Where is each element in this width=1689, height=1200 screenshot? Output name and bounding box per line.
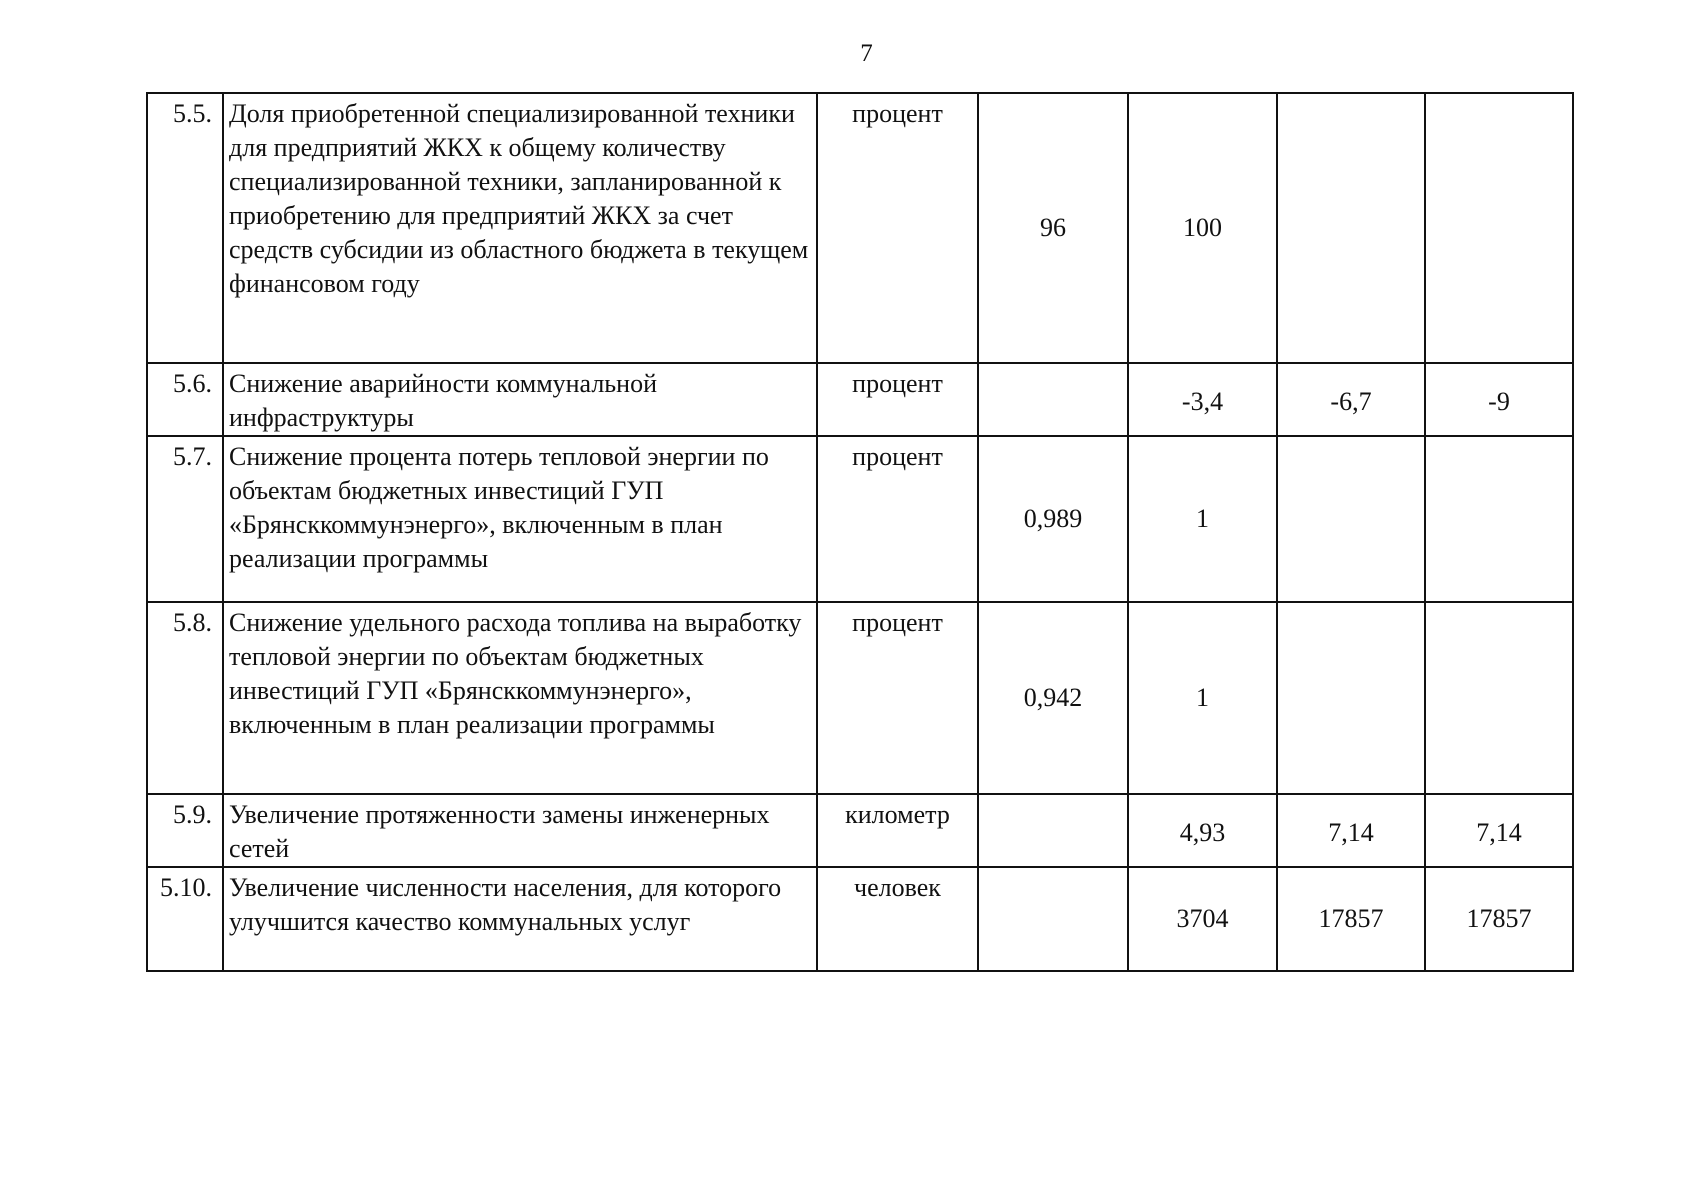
indicator-name: Снижение процента потерь тепловой энергии по объектам бюджетных инвестиций ГУП «Брянсккоммунэнерго», включенным в план реализации программы xyxy=(223,436,817,602)
row-number: 5.6. xyxy=(147,363,223,436)
value-cell xyxy=(1277,602,1425,794)
value-cell: 1 xyxy=(1128,436,1277,602)
indicator-name: Доля приобретенной специализированной техники для предприятий ЖКХ к общему количеству специализированной техники, запланированной к приобретению для предприятий ЖКХ за счет средств субсидии из областного бюджета в текущем финансовом году xyxy=(223,93,817,363)
row-number: 5.5. xyxy=(147,93,223,363)
page-number: 7 xyxy=(860,40,873,67)
value-cell: 7,14 xyxy=(1425,794,1573,867)
row-number: 5.10. xyxy=(147,867,223,971)
value-cell: 17857 xyxy=(1425,867,1573,971)
table-row xyxy=(147,436,1573,602)
unit-cell: километр xyxy=(817,794,978,867)
value-cell xyxy=(1277,93,1425,363)
value-cell xyxy=(978,794,1128,867)
unit-cell: процент xyxy=(817,363,978,436)
value-cell: 100 xyxy=(1128,93,1277,363)
row-number: 5.9. xyxy=(147,794,223,867)
unit-cell: процент xyxy=(817,602,978,794)
value-cell: 0,989 xyxy=(978,436,1128,602)
unit-cell: процент xyxy=(817,436,978,602)
value-cell: 17857 xyxy=(1277,867,1425,971)
value-cell xyxy=(978,867,1128,971)
value-cell: -9 xyxy=(1425,363,1573,436)
table-row xyxy=(147,93,1573,363)
value-cell: 7,14 xyxy=(1277,794,1425,867)
value-cell: -6,7 xyxy=(1277,363,1425,436)
indicator-name: Снижение аварийности коммунальной инфраструктуры xyxy=(223,363,817,436)
value-cell xyxy=(1425,436,1573,602)
table-row xyxy=(147,363,1573,436)
value-cell: 0,942 xyxy=(978,602,1128,794)
row-number: 5.7. xyxy=(147,436,223,602)
unit-cell: процент xyxy=(817,93,978,363)
table-row xyxy=(147,867,1573,971)
value-cell: -3,4 xyxy=(1128,363,1277,436)
indicators-table xyxy=(146,92,1574,972)
value-cell: 96 xyxy=(978,93,1128,363)
value-cell: 3704 xyxy=(1128,867,1277,971)
value-cell xyxy=(1425,93,1573,363)
value-cell xyxy=(978,363,1128,436)
unit-cell: человек xyxy=(817,867,978,971)
indicator-name: Увеличение численности населения, для которого улучшится качество коммунальных услуг xyxy=(223,867,817,971)
value-cell xyxy=(1277,436,1425,602)
indicator-name: Увеличение протяженности замены инженерных сетей xyxy=(223,794,817,867)
row-number: 5.8. xyxy=(147,602,223,794)
indicator-name: Снижение удельного расхода топлива на выработку тепловой энергии по объектам бюджетных инвестиций ГУП «Брянсккоммунэнерго», включенным в план реализации программы xyxy=(223,602,817,794)
value-cell: 1 xyxy=(1128,602,1277,794)
value-cell: 4,93 xyxy=(1128,794,1277,867)
table-row xyxy=(147,602,1573,794)
value-cell xyxy=(1425,602,1573,794)
table-row xyxy=(147,794,1573,867)
